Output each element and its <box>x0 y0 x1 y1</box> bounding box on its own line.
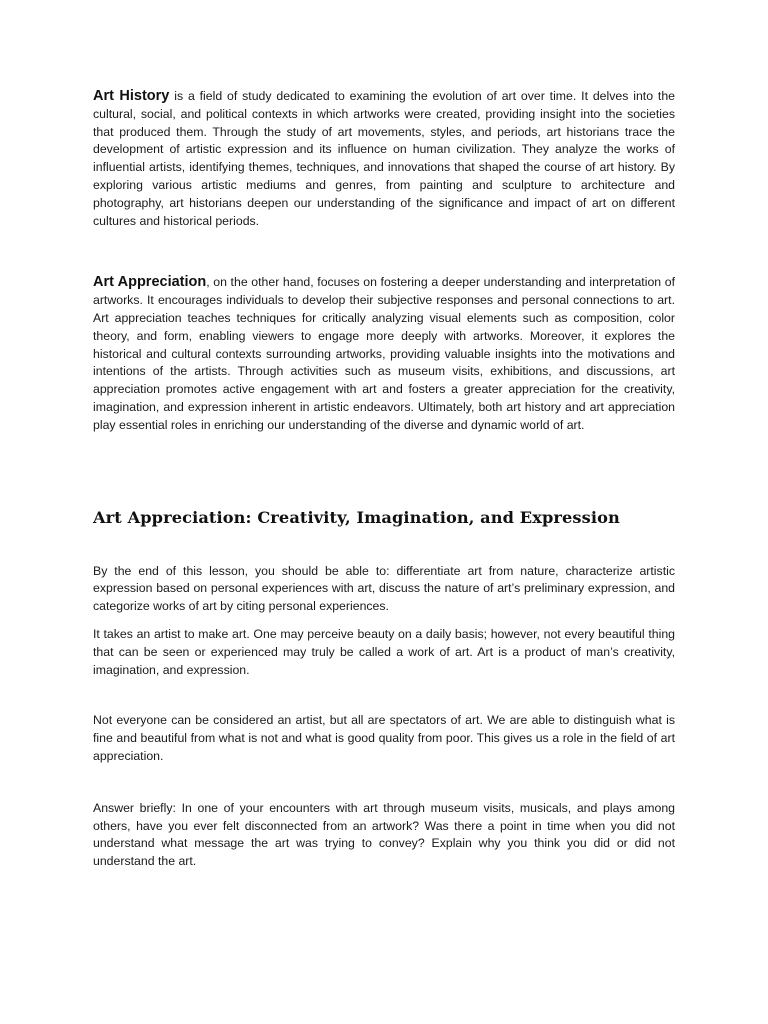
art-appreciation-paragraph <box>93 274 675 434</box>
art-history-paragraph <box>93 88 675 230</box>
spectators-paragraph: Not everyone can be considered an artist, but all are spectators of art. We are able to distinguish what is fine and beautiful from what is not and what is good quality from poor. This gives us a role in the field of art appreciation. <box>93 713 675 763</box>
art-history-text: is a field of study dedicated to examining the evolution of art over time. It delves into the cultural, social, and political contexts in which artworks were created, providing insight into the societies that produced them. Through the study of art movements, styles, and periods, art historians trace the development of artistic expression and its influence on human civilization. They analyze the works of influential artists, identifying themes, techniques, and innovations that shaped the course of art history. By exploring various artistic mediums and genres, from painting and sculpture to architecture and photography, art historians deepen our understanding of the significance and impact of art on different cultures and historical periods. <box>93 89 675 228</box>
art-history-term: Art History <box>93 88 170 104</box>
section-heading: Art Appreciation: Creativity, Imagination, and Expression <box>93 507 620 527</box>
document-body <box>93 88 675 871</box>
artist-makes-art-paragraph: It takes an artist to make art. One may perceive beauty on a daily basis; however, not every beautiful thing that can be seen or experienced may truly be called a work of art. Art is a product of man’s creativity, imagination, and expression. <box>93 626 675 677</box>
art-appreciation-text: , on the other hand, focuses on fostering a deeper understanding and interpretation of artworks. It encourages individuals to develop their subjective responses and personal connections to art. Art appreciation teaches techniques for critically analyzing visual elements such as composition, color theory, and form, enabling viewers to engage more deeply with artworks. Moreover, it explores the historical and cultural contexts surrounding artworks, providing valuable insights into the motivations and intentions of the artists. Through activities such as museum visits, exhibitions, and discussions, art appreciation promotes active engagement with art and fosters a greater appreciation for the creativity, imagination, and expression inherent in artistic endeavors. Ultimately, both art history and art appreciation play essential roles in enriching our understanding of the diverse and dynamic world of art. <box>93 275 675 432</box>
answer-briefly-paragraph: Answer briefly: In one of your encounters with art through museum visits, musicals, and plays among others, have you ever felt disconnected from an artwork? Was there a point in time when you did not understand what message the art was trying to convey? Explain why you think you did or did not understand the art. <box>93 800 675 869</box>
art-appreciation-term: Art Appreciation <box>93 274 207 291</box>
lesson-objectives-paragraph: By the end of this lesson, you should be able to: differentiate art from nature, characterize artistic expression based on personal experiences with art, discuss the nature of art’s preliminary expression, and categorize works of art by citing personal experiences. <box>93 563 675 614</box>
